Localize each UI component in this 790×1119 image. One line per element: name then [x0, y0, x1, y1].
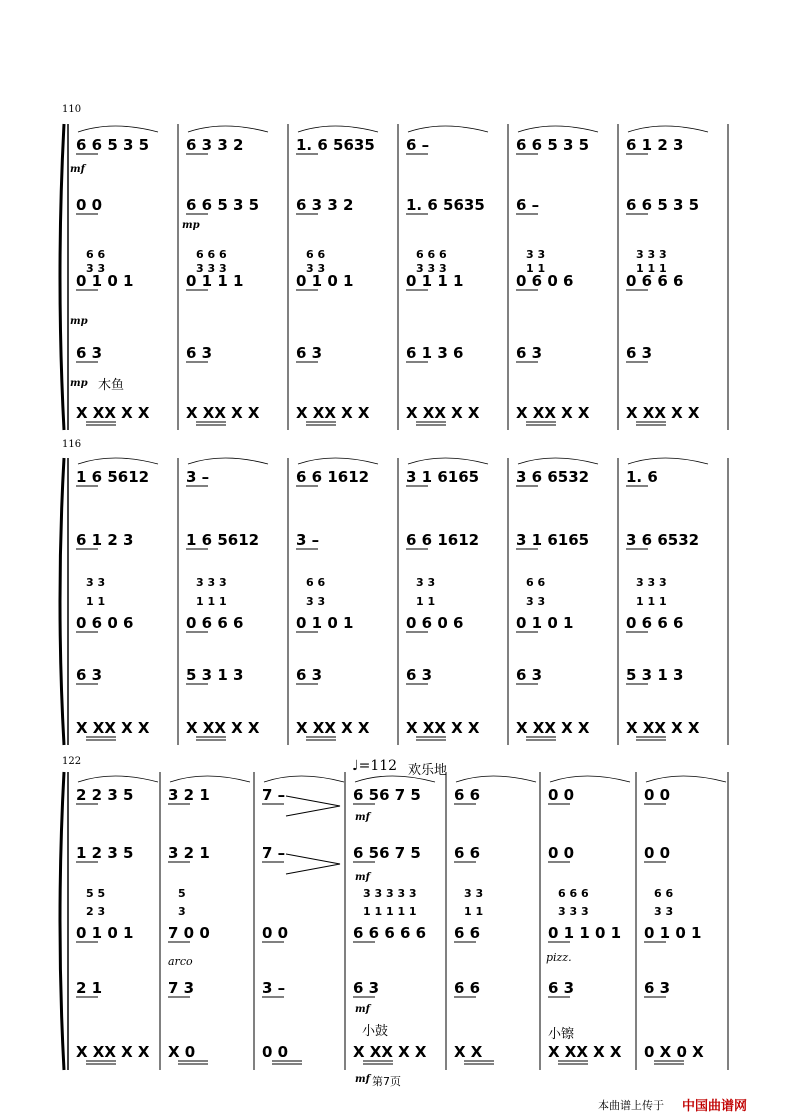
site-logo: 中国曲谱网	[682, 1099, 748, 1114]
sys3-r4-measure-2: 7 3	[168, 979, 195, 997]
sys1-r5-measure-1: X XX X X	[76, 404, 150, 422]
sys2-r3-measure-2: 0 6 6 6	[186, 614, 244, 632]
sys3-r1-measure-5: 6 6	[454, 786, 481, 804]
sys1-chord-mid-1: 3 3	[86, 262, 106, 275]
dynamic-mf-3: mf	[355, 872, 370, 883]
dynamic-mf-1: mf	[70, 164, 85, 175]
sys3-r4-measure-3: 3 –	[262, 979, 286, 997]
sys3-r5-measure-4: X XX X X	[353, 1043, 427, 1061]
sys3-r1-measure-7: 0 0	[644, 786, 671, 804]
sys3-chord-top-7: 6 6	[654, 887, 674, 900]
sys1-r1-measure-3: 1. 6 5635	[296, 136, 375, 154]
sys2-r1-measure-3: 6 6 1612	[296, 468, 370, 486]
instrument-xiaogu: 小鼓	[362, 1024, 389, 1039]
sys2-r5-measure-1: X XX X X	[76, 719, 150, 737]
sys3-r3-measure-6: 0 1 1 0 1	[548, 924, 622, 942]
sys1-r5-measure-6: X XX X X	[626, 404, 700, 422]
sys1-chord-mid-3: 3 3	[306, 262, 326, 275]
sys2-r1-measure-1: 1 6 5612	[76, 468, 150, 486]
sys1-r2-measure-5: 6 –	[516, 196, 540, 214]
sys1-r5-measure-2: X XX X X	[186, 404, 260, 422]
sys2-chord-top-6: 3 3 3	[636, 576, 667, 589]
sys3-r3-measure-7: 0 1 0 1	[644, 924, 702, 942]
sys1-r5-measure-3: X XX X X	[296, 404, 370, 422]
sys1-r4-measure-4: 6 1 3 6	[406, 344, 464, 362]
instrument-xiaocha: 小镲	[548, 1027, 575, 1042]
sys1-r4-measure-3: 6 3	[296, 344, 323, 362]
sys1-r3-measure-1: 0 1 0 1	[76, 272, 134, 290]
sys2-slur-3	[298, 458, 378, 464]
page-number: 第7页	[372, 1075, 401, 1088]
sys1-r3-measure-6: 0 6 6 6	[626, 272, 684, 290]
technique-pizz: pizz.	[546, 951, 572, 964]
sys1-r2-measure-3: 6 3 3 2	[296, 196, 354, 214]
sys1-chord-mid-2: 3 3 3	[196, 262, 227, 275]
sys3-chord-top-6: 6 6 6	[558, 887, 589, 900]
sys3-r1-measure-4: 6 56 7 5	[353, 786, 421, 804]
sys3-r2-measure-3: 7 –	[262, 844, 286, 862]
sys2-chord-mid-5: 3 3	[526, 595, 546, 608]
sys1-r1-measure-4: 6 –	[406, 136, 430, 154]
sys2-slur-4	[408, 458, 488, 464]
sys2-r4-measure-5: 6 3	[516, 666, 543, 684]
sys1-r1-measure-6: 6 1 2 3	[626, 136, 684, 154]
sys3-r5-measure-5: X X	[454, 1043, 483, 1061]
sys1-slur-3	[298, 126, 378, 132]
sys3-r3-measure-1: 0 1 0 1	[76, 924, 134, 942]
sys1-chord-mid-4: 3 3 3	[416, 262, 447, 275]
sys2-r5-measure-3: X XX X X	[296, 719, 370, 737]
sys3-r3-measure-5: 6 6	[454, 924, 481, 942]
sys2-r4-measure-4: 6 3	[406, 666, 433, 684]
sys3-r1-measure-2: 3 2 1	[168, 786, 210, 804]
sys3-r1-measure-3: 7 –	[262, 786, 286, 804]
sys3-chord-mid-6: 3 3 3	[558, 905, 589, 918]
sys2-r1-measure-6: 1. 6	[626, 468, 658, 486]
sys2-r2-measure-3: 3 –	[296, 531, 320, 549]
sys3-r4-measure-6: 6 3	[548, 979, 575, 997]
sys3-r4-measure-1: 2 1	[76, 979, 103, 997]
sys3-slur-6	[550, 776, 630, 782]
sys2-r4-measure-2: 5 3 1 3	[186, 666, 244, 684]
sys1-r1-measure-1: 6 6 5 3 5	[76, 136, 150, 154]
sys2-r3-measure-5: 0 1 0 1	[516, 614, 574, 632]
sys1-r1-measure-2: 6 3 3 2	[186, 136, 244, 154]
sys3-r1-measure-6: 0 0	[548, 786, 575, 804]
sys2-r1-measure-2: 3 –	[186, 468, 210, 486]
sys2-chord-top-4: 3 3	[416, 576, 436, 589]
sys1-chord-top-1: 6 6	[86, 248, 106, 261]
sys1-r2-measure-6: 6 6 5 3 5	[626, 196, 700, 214]
sys3-r2-measure-6: 0 0	[548, 844, 575, 862]
hairpin-row1	[286, 796, 340, 816]
sys3-slur-2	[170, 776, 250, 782]
sys1-r4-measure-2: 6 3	[186, 344, 213, 362]
sys3-system-brace	[60, 772, 64, 1070]
tempo-marking: ♩=112	[352, 758, 398, 774]
sys2-slur-2	[188, 458, 268, 464]
sys1-r3-measure-3: 0 1 0 1	[296, 272, 354, 290]
sys3-r3-measure-3: 0 0	[262, 924, 289, 942]
sys2-r2-measure-5: 3 1 6165	[516, 531, 590, 549]
sys2-chord-mid-2: 1 1 1	[196, 595, 227, 608]
sys1-chord-top-4: 6 6 6	[416, 248, 447, 261]
sys1-chord-mid-6: 1 1 1	[636, 262, 667, 275]
sys2-chord-mid-1: 1 1	[86, 595, 106, 608]
measure-number-110: 110	[62, 104, 82, 115]
sys2-system-brace	[60, 458, 64, 745]
sys3-r3-measure-4: 6 6 6 6 6	[353, 924, 427, 942]
sys1-r5-measure-5: X XX X X	[516, 404, 590, 422]
sys3-chord-top-5: 3 3	[464, 887, 484, 900]
sys2-slur-5	[518, 458, 598, 464]
technique-arco: arco	[168, 955, 193, 968]
sys1-chord-top-3: 6 6	[306, 248, 326, 261]
sys3-r5-measure-7: 0 X 0 X	[644, 1043, 704, 1061]
sys2-r1-measure-4: 3 1 6165	[406, 468, 480, 486]
sys1-r3-measure-5: 0 6 0 6	[516, 272, 574, 290]
sys2-slur-6	[628, 458, 708, 464]
sys2-r2-measure-2: 1 6 5612	[186, 531, 260, 549]
sys1-r2-measure-2: 6 6 5 3 5	[186, 196, 260, 214]
sys2-r5-measure-4: X XX X X	[406, 719, 480, 737]
sys3-chord-mid-1: 2 3	[86, 905, 106, 918]
sys3-chord-mid-4: 1 1 1 1 1	[363, 905, 417, 918]
sys2-r5-measure-6: X XX X X	[626, 719, 700, 737]
sys3-r4-measure-5: 6 6	[454, 979, 481, 997]
sys2-chord-top-3: 6 6	[306, 576, 326, 589]
upload-note: 本曲谱上传于	[598, 1099, 664, 1112]
dynamic-mf-5: mf	[355, 1074, 370, 1085]
sys1-chord-top-2: 6 6 6	[196, 248, 227, 261]
sys3-chord-top-4: 3 3 3 3 3	[363, 887, 417, 900]
measure-number-116: 116	[62, 439, 82, 450]
sys1-r2-measure-4: 1. 6 5635	[406, 196, 485, 214]
sys1-r4-measure-5: 6 3	[516, 344, 543, 362]
sys1-chord-mid-5: 1 1	[526, 262, 546, 275]
sys3-r4-measure-7: 6 3	[644, 979, 671, 997]
sys2-r1-measure-5: 3 6 6532	[516, 468, 590, 486]
sys3-slur-7	[646, 776, 726, 782]
measure-number-122: 122	[62, 756, 82, 767]
sys1-slur-4	[408, 126, 488, 132]
sys3-r5-measure-6: X XX X X	[548, 1043, 622, 1061]
dynamic-mf-2: mf	[355, 812, 370, 823]
dynamic-mp-2: mp	[70, 378, 88, 389]
sys2-chord-top-2: 3 3 3	[196, 576, 227, 589]
sys2-chord-mid-4: 1 1	[416, 595, 436, 608]
sys3-r1-measure-1: 2 2 3 5	[76, 786, 134, 804]
sys1-chord-top-5: 3 3	[526, 248, 546, 261]
sys2-r3-measure-3: 0 1 0 1	[296, 614, 354, 632]
sys2-r2-measure-4: 6 6 1612	[406, 531, 480, 549]
sys2-chord-mid-3: 3 3	[306, 595, 326, 608]
sys1-r3-measure-2: 0 1 1 1	[186, 272, 244, 290]
sys2-r3-measure-1: 0 6 0 6	[76, 614, 134, 632]
sys1-slur-2	[188, 126, 268, 132]
sys3-r2-measure-4: 6 56 7 5	[353, 844, 421, 862]
sys3-r3-measure-2: 7 0 0	[168, 924, 210, 942]
sys2-r2-measure-6: 3 6 6532	[626, 531, 700, 549]
sys1-r5-measure-4: X XX X X	[406, 404, 480, 422]
sys3-r5-measure-3: 0 0	[262, 1043, 289, 1061]
sys2-chord-top-1: 3 3	[86, 576, 106, 589]
sys1-slur-6	[628, 126, 708, 132]
sys1-r4-measure-1: 6 3	[76, 344, 103, 362]
dynamic-mp-3: mp	[182, 220, 200, 231]
sys3-r2-measure-1: 1 2 3 5	[76, 844, 134, 862]
sys3-r4-measure-4: 6 3	[353, 979, 380, 997]
sys3-r5-measure-2: X 0	[168, 1043, 196, 1061]
sys3-chord-top-2: 5	[178, 887, 186, 900]
sys3-slur-3	[264, 776, 344, 782]
sys3-r2-measure-2: 3 2 1	[168, 844, 210, 862]
sys1-system-brace	[60, 124, 64, 430]
sys3-slur-1	[78, 776, 158, 782]
sys1-r4-measure-6: 6 3	[626, 344, 653, 362]
sys1-slur-1	[78, 126, 158, 132]
sys2-r5-measure-2: X XX X X	[186, 719, 260, 737]
dynamic-mp-1: mp	[70, 316, 88, 327]
sys2-r3-measure-4: 0 6 0 6	[406, 614, 464, 632]
sys3-r5-measure-1: X XX X X	[76, 1043, 150, 1061]
sys1-r2-measure-1: 0 0	[76, 196, 103, 214]
sys1-chord-top-6: 3 3 3	[636, 248, 667, 261]
sys3-chord-mid-7: 3 3	[654, 905, 674, 918]
instrument-muyu: 木鱼	[98, 378, 125, 393]
sys1-r3-measure-4: 0 1 1 1	[406, 272, 464, 290]
sys2-chord-mid-6: 1 1 1	[636, 595, 667, 608]
sys3-slur-5	[456, 776, 536, 782]
sys1-slur-5	[518, 126, 598, 132]
sys2-r2-measure-1: 6 1 2 3	[76, 531, 134, 549]
sys2-r3-measure-6: 0 6 6 6	[626, 614, 684, 632]
sys2-slur-1	[78, 458, 158, 464]
sys3-chord-mid-2: 3	[178, 905, 186, 918]
sys3-r2-measure-5: 6 6	[454, 844, 481, 862]
sys2-r4-measure-1: 6 3	[76, 666, 103, 684]
sys2-r4-measure-3: 6 3	[296, 666, 323, 684]
sys3-chord-top-1: 5 5	[86, 887, 106, 900]
sys2-r5-measure-5: X XX X X	[516, 719, 590, 737]
sys2-r4-measure-6: 5 3 1 3	[626, 666, 684, 684]
tempo-expression: 欢乐地	[408, 763, 448, 778]
sys3-r2-measure-7: 0 0	[644, 844, 671, 862]
dynamic-mf-4: mf	[355, 1004, 370, 1015]
sys3-chord-mid-5: 1 1	[464, 905, 484, 918]
sys2-chord-top-5: 6 6	[526, 576, 546, 589]
sys1-r1-measure-5: 6 6 5 3 5	[516, 136, 590, 154]
hairpin-row2	[286, 854, 340, 874]
